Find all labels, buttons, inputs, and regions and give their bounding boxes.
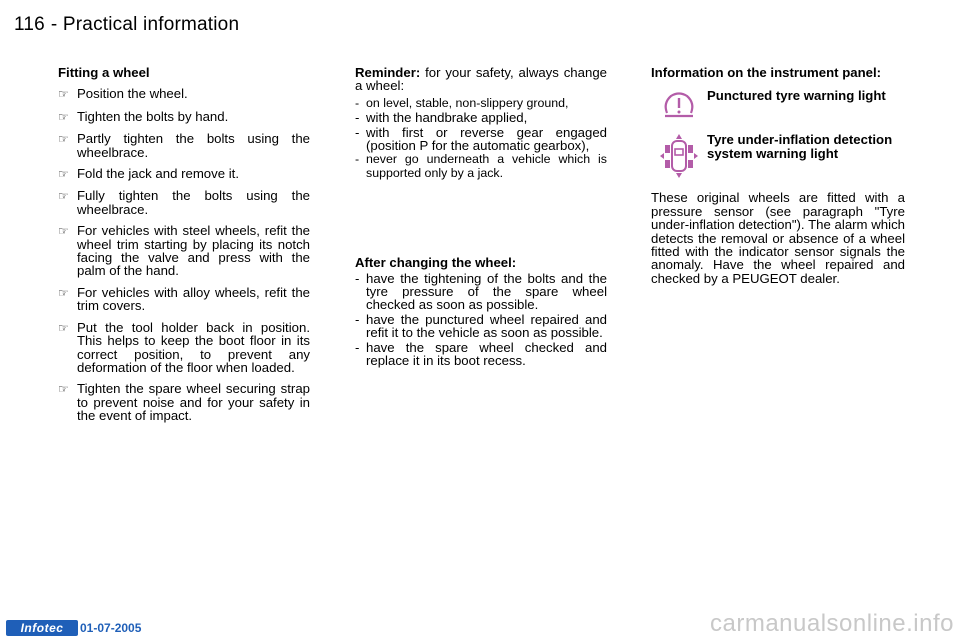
list-item: - never go underneath a vehicle which is supported only by a jack.	[355, 152, 607, 180]
list-item: - have the punctured wheel repaired and refit it to the vehicle as soon as possible.	[355, 311, 607, 341]
pointing-hand-icon: ☞	[58, 320, 69, 335]
list-item	[58, 87, 310, 101]
reminder-label: Reminder:	[355, 65, 421, 80]
list-item: - have the spare wheel checked and replace it in its boot recess.	[355, 339, 607, 369]
step-text: Tighten the bolts by hand.	[77, 108, 229, 124]
reminder-item: with first or reverse gear engaged (position P for the automatic gearbox),	[366, 124, 607, 154]
step-text: Position the wheel.	[77, 86, 188, 102]
list-item: - with first or reverse gear engaged (position P for the automatic gearbox),	[355, 124, 607, 154]
pointing-hand-icon: ☞	[58, 87, 69, 102]
warning-underinflation	[651, 133, 905, 179]
step-text: Fold the jack and remove it.	[77, 166, 239, 182]
pointing-hand-icon: ☞	[58, 382, 69, 397]
fitting-heading: Fitting a wheel	[58, 65, 150, 80]
after-changing-block	[355, 256, 607, 367]
step-text: For vehicles with alloy wheels, refit the trim covers.	[77, 284, 310, 314]
punctured-tyre-icon	[651, 89, 707, 121]
step-text: Fully tighten the bolts using the wheelbrace.	[77, 188, 310, 217]
after-item: have the spare wheel checked and replace it in its boot recess.	[366, 339, 607, 369]
page-title: - Practical information	[50, 14, 240, 35]
pointing-hand-icon: ☞	[58, 109, 69, 124]
sensor-paragraph: These original wheels are fitted with a pressure sensor (see paragraph "Tyre under-inflation detection"). The alarm which detects the removal or absence of a wheel fitted with the indicator sensor signals the anomaly. Have the wheel repaired and checked by a PEUGEOT dealer.	[651, 190, 905, 286]
page-header	[14, 14, 239, 36]
column-instrument-panel	[651, 66, 905, 285]
page-number: 116	[14, 14, 45, 35]
step-text: Partly tighten the bolts using the wheelbrace.	[77, 131, 310, 160]
pointing-hand-icon: ☞	[58, 189, 69, 204]
after-heading: After changing the wheel:	[355, 255, 517, 271]
warning-punctured	[651, 89, 905, 121]
list-item	[58, 286, 310, 313]
list-item: - have the tightening of the bolts and the tyre pressure of the spare wheel checked as soon as possible.	[355, 270, 607, 313]
list-item	[58, 224, 310, 278]
list-item	[58, 167, 310, 181]
list-item	[58, 382, 310, 422]
pointing-hand-icon: ☞	[58, 167, 69, 182]
reminder-text: for your safety, always change a wheel:	[355, 65, 607, 94]
warning-underinflation-label: Tyre under-inflation detection system warning light	[707, 132, 893, 161]
list-item	[58, 132, 310, 159]
list-item: - with the handbrake applied,	[355, 111, 607, 124]
column-reminder	[355, 66, 607, 369]
step-text: Put the tool holder back in position. This helps to keep the boot floor in its correct position, to prevent any deformation of the floor when loaded.	[77, 319, 310, 375]
pointing-hand-icon: ☞	[58, 224, 69, 239]
list-item: - on level, stable, non-slippery ground,	[355, 97, 607, 110]
step-text: Tighten the spare wheel securing strap to prevent noise and for your safety in the event of impact.	[77, 381, 310, 424]
pointing-hand-icon: ☞	[58, 132, 69, 147]
reminder-item: with the handbrake applied,	[366, 110, 528, 126]
infotec-logo: Infotec	[6, 620, 78, 636]
pointing-hand-icon: ☞	[58, 285, 69, 300]
warning-punctured-label: Punctured tyre warning light	[707, 88, 886, 104]
after-item: have the tightening of the bolts and the tyre pressure of the spare wheel checked as soon as possible.	[366, 270, 607, 313]
reminder-item: on level, stable, non-slippery ground,	[366, 95, 569, 110]
footer-date: 01-07-2005	[80, 621, 142, 635]
tyre-underinflation-icon	[651, 133, 707, 179]
list-item	[58, 189, 310, 216]
reminder-item: never go underneath a vehicle which is supported only by a jack.	[366, 152, 607, 180]
column-fitting-wheel	[58, 66, 310, 431]
step-text: For vehicles with steel wheels, refit the wheel trim starting by placing its notch facing the valve and press with the palm of the hand.	[77, 223, 310, 279]
reminder-intro	[355, 66, 607, 93]
list-item	[58, 110, 310, 124]
after-item: have the punctured wheel repaired and refit it to the vehicle as soon as possible.	[366, 311, 607, 341]
instrument-heading: Information on the instrument panel:	[651, 65, 882, 80]
watermark: carmanualsonline.info	[710, 610, 954, 637]
list-item	[58, 321, 310, 375]
